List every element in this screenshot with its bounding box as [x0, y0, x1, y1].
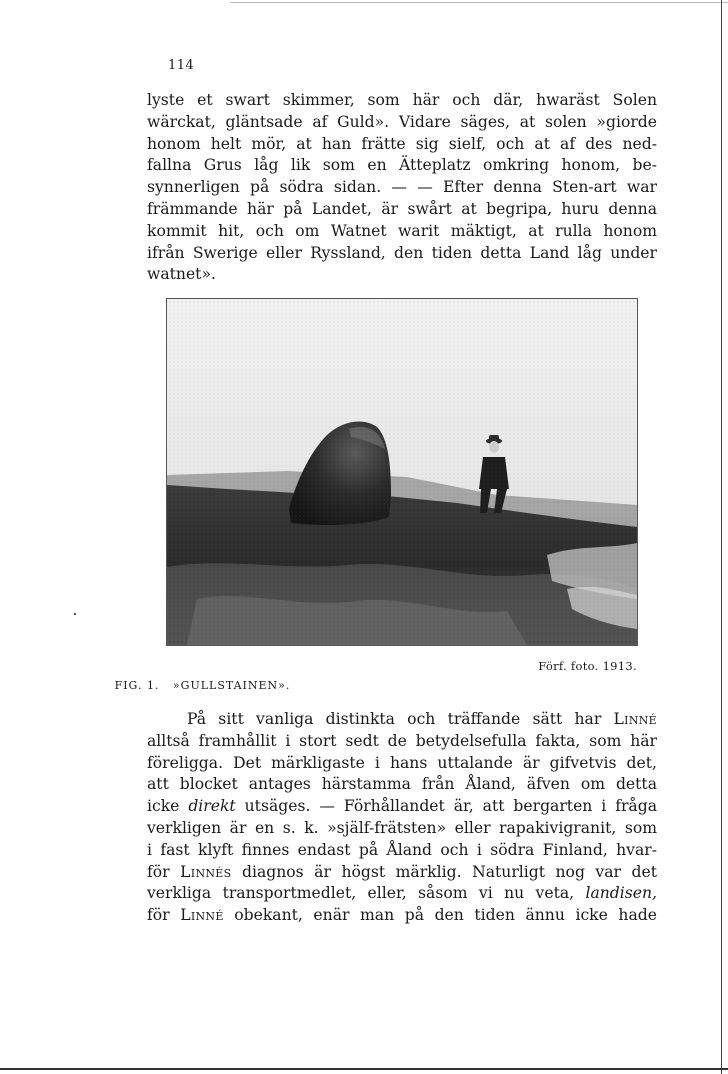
text-run: verkliga transportmedlet, eller, såsom vi nu veta,: [147, 884, 586, 903]
text-line: [147, 905, 657, 927]
figure-photo: [166, 298, 638, 646]
text-run: utsäges. — Förhållandet är, att bergarten i fråga: [235, 797, 657, 816]
author-name: Linné: [613, 710, 657, 728]
text-line: i fast klyft finnes endast på Åland och i södra Finland, hvar-: [147, 840, 657, 859]
text-line: främmande här på Landet, är swårt at begripa, huru denna: [147, 199, 657, 218]
text-run: för: [147, 906, 181, 925]
figure-caption: FIG. 1. »GULLSTAINEN».: [114, 679, 291, 692]
text-line: fallna Grus låg lik som en Ätteplatz omkring honom, be-: [147, 156, 657, 175]
emphasis: landisen,: [585, 884, 657, 903]
photo-boulder-landscape: [167, 299, 637, 645]
text-line: alltså framhållit i stort sedt de betydelsefulla fakta, som här: [147, 731, 657, 750]
text-line: [147, 883, 657, 905]
text-line: watnet».: [147, 265, 216, 284]
text-line: [147, 796, 657, 818]
text-line: kommit hit, och om Watnet warit mäktigt, at rulla honom: [147, 221, 657, 240]
text-run: obekant, enär man på den tiden ännu icke hade: [223, 906, 657, 925]
text-line: att blocket antages härstamma från Åland, äfven om detta: [147, 775, 657, 794]
text-line: verkligen är en s. k. »själf-frätsten» eller rapakivigranit, som: [147, 818, 657, 837]
page-edge-right: [721, 0, 722, 1074]
text-line: wärckat, gläntsade af Guld». Vidare säges, at solen »giorde: [147, 112, 657, 131]
paragraph-1: [147, 90, 657, 286]
text-run: diagnos är högst märklig. Naturligt nog var det: [231, 862, 657, 881]
text-line: [147, 709, 657, 731]
text-run: för: [147, 862, 181, 881]
paragraph-2: [147, 709, 657, 927]
text-line: föreligga. Det märkligaste i hans uttalande är gifvetvis det,: [147, 753, 657, 772]
photo-credit: Förf. foto. 1913.: [538, 659, 637, 673]
author-name: Linnés: [180, 862, 232, 881]
emphasis: direkt: [188, 797, 236, 816]
text-line: ifrån Swerige eller Ryssland, den tiden detta Land låg under: [147, 243, 657, 262]
author-name: Linné: [180, 906, 224, 925]
text-line: honom helt mör, at han frätte sig sielf, och at af des ned-: [147, 134, 657, 153]
text-run: På sitt vanliga distinkta och träffande sätt har: [187, 710, 614, 728]
text-run: icke: [147, 797, 189, 816]
margin-speck: [74, 613, 76, 615]
text-line: synnerligen på södra sidan. — — Efter denna Sten-art war: [147, 178, 657, 197]
page-number: 114: [168, 58, 195, 73]
page-edge-top: [230, 2, 728, 3]
page-edge-bottom: [0, 1068, 728, 1070]
text-line: [147, 862, 657, 884]
figure-caption-wrap: [0, 679, 728, 692]
text-line: lyste et swart skimmer, som här och där, hwaräst Solen: [147, 91, 657, 109]
